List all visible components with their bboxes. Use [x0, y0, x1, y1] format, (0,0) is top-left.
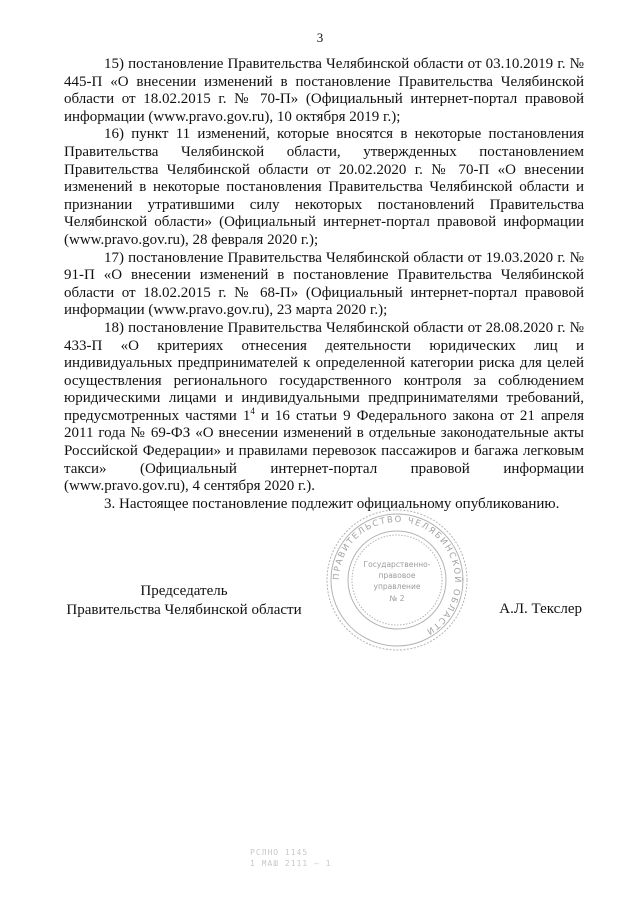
- page-number: 3: [316, 30, 324, 45]
- stamp-center-line4: № 2: [389, 594, 405, 603]
- signatory-title-line1: Председатель: [140, 583, 228, 599]
- paragraph-17: 17) постановление Правительства Челябинской области от 19.03.2020 г. № 91-П «О внесении изменений в постановление Правительства Челябинской области от 18.02.2015 г. № 68-П» (Официальный интернет-портал правовой информации (www.pravo.gov.ru), 23 марта 2020 г.);: [64, 249, 584, 319]
- stamp-center-line2: правовое: [378, 571, 416, 580]
- footer-mark-line1: РСЛНО 1145: [250, 848, 309, 857]
- signatory-name: А.Л. Текслер: [499, 601, 582, 617]
- document-body: [64, 56, 584, 513]
- footer-print-marks: [250, 847, 331, 869]
- paragraph-18: [64, 320, 584, 496]
- signatory-title: [64, 582, 304, 620]
- svg-text:ПРАВИТЕЛЬСТВО ЧЕЛЯБИНСКОЙ ОБЛА: [332, 515, 464, 637]
- footer-mark-line2: 1 МАШ 2111 — 1: [250, 859, 332, 868]
- paragraph-15: 15) постановление Правительства Челябинской области от 03.10.2019 г. № 445-П «О внесении изменений в постановление Правительства Челябинской области от 18.02.2015 г. № 70-П» (Официальный интернет-портал правовой информации (www.pravo.gov.ru), 10 октября 2019 г.);: [64, 56, 584, 125]
- paragraph-3-publication: 3. Настоящее постановление подлежит официальному опубликованию.: [104, 495, 560, 512]
- paragraph-18-text-a: 18) постановление Правительства Челябинской области от 28.08.2020 г. № 433-П «О критериях отнесения деятельности юридических лиц и индивидуальных предпринимателей к определенной категории риска для целей осуществления регионального государственного контроля за соблюдением юридическими лицами и индивидуальными предпринимателями требований, предусмотренных частями 1: [64, 319, 584, 424]
- paragraph-18-superscript: 4: [250, 405, 255, 416]
- stamp-center-line1: Государственно-: [363, 560, 431, 569]
- paragraph-16: 16) пункт 11 изменений, которые вносятся в некоторые постановления Правительства Челябинской области, утвержденных постановлением Правительства Челябинской области от 20.02.2020 г. № 70-П «О внесении изменений в некоторые постановления Правительства Челябинской области и признании утратившими силу некоторых постановлений Правительства Челябинской области» (Официальный интернет-портал правовой информации (www.pravo.gov.ru), 28 февраля 2020 г.);: [64, 126, 584, 248]
- signatory-title-line2: Правительства Челябинской области: [66, 602, 302, 618]
- official-seal-stamp: [322, 505, 472, 655]
- stamp-center-line3: управление: [373, 582, 421, 591]
- paragraph-18-text-b: и 16 статьи 9 Федерального закона от 21 апреля 2011 года № 69-ФЗ «О внесении изменений в отдельные законодательные акты Российской Федерации» и правилами перевозок пассажиров и багажа легковым такси» (Официальный интернет-портал правовой информации (www.pravo.gov.ru), 4 сентября 2020 г.).: [64, 407, 584, 495]
- stamp-ring-text: ПРАВИТЕЛЬСТВО ЧЕЛЯБИНСКОЙ ОБЛАСТИ: [331, 514, 463, 637]
